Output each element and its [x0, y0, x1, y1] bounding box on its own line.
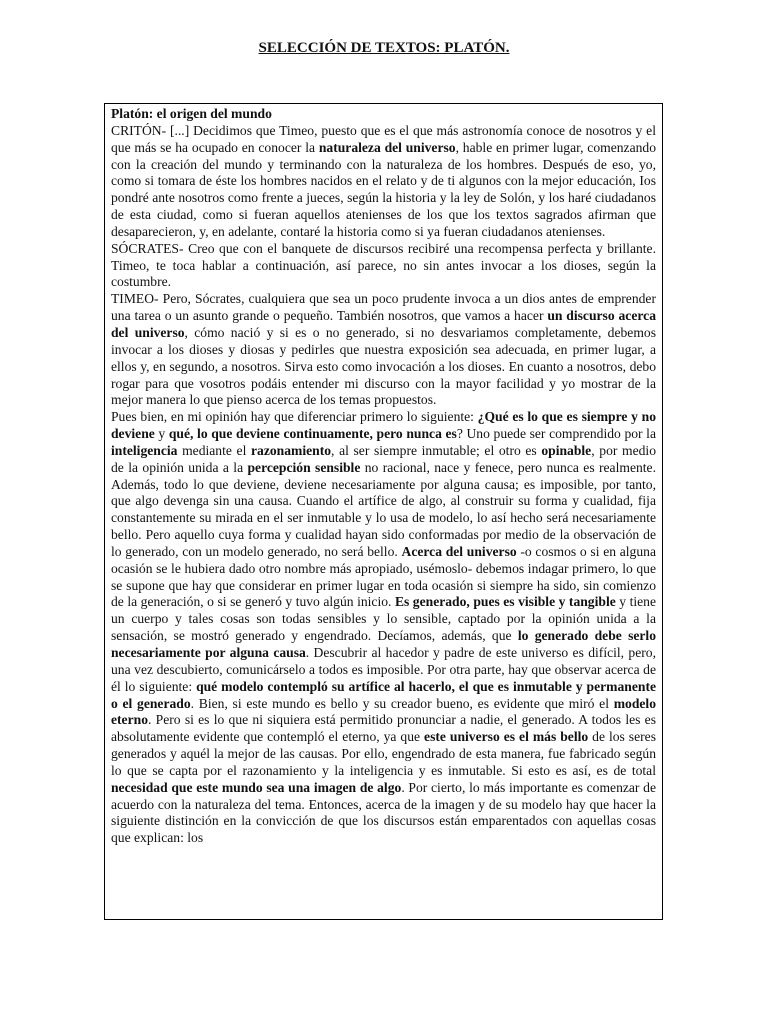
paragraph — [111, 291, 656, 409]
text-run: Pues bien, en mi opinión hay que diferenciar primero lo siguiente: — [111, 409, 478, 425]
bold-text: inteligencia — [111, 442, 178, 458]
bold-text: Acerca del universo — [401, 543, 517, 559]
document-title: SELECCIÓN DE TEXTOS: PLATÓN. — [258, 40, 510, 56]
text-run: , cómo nació y si es o no generado, si no desvariamos completamente, debemos invocar a los dioses y diosas y pedirles que nuestra exposición sea adecuada, en primer lugar, a ellos y, en segundo, a nosotros. Sirva esto como invocación a los dioses. En cuanto a nosotros, debo rogar para que vosotros podáis entender mi discurso con la mayor facilidad y yo mostrar de la mejor manera lo que pienso acerca de los temas propuestos. — [111, 324, 656, 408]
text-run: . Por cierto, lo más importante es comenzar de acuerdo con la naturaleza del tema. Entonces, acerca de la imagen y de su modelo hay que hacer la siguiente distinción en la convicción de que los discursos están emparentados con aquellas cosas que explican: los — [111, 779, 657, 846]
text-run: mediante el — [177, 442, 251, 458]
text-run: de los seres generados y aquél la mejor de las causas. Por ello, engendrado de esta manera, fue fabricado según lo que se capta por el razonamiento y la inteligencia y es inmutable. Si esto es así, es de total — [111, 729, 656, 778]
bold-text: ¿Qué es lo que es siempre y no deviene — [111, 409, 656, 442]
bold-text: un discurso acerca del universo — [111, 308, 656, 340]
text-run: y tiene un cuerpo y tales cosas son todas sensibles y lo sensible, captado por la opinión unida a la sensación, se mostró generado y engendrado. Decíamos, además, que — [111, 594, 656, 644]
text-run: -o cosmos o si en alguna ocasión se le hubiera dado otro nombre más apropiado, usémoslo- debemos indagar primero, lo que se supone que hay que considerar en primer lugar en toda ocasión si siempre ha sido, sin comienzo de la generación, o si se generó y tuvo algún inicio. — [111, 543, 656, 610]
text-run: , al ser siempre inmutable; el otro es — [331, 442, 542, 458]
bold-text: qué modelo contempló su artífice al hacerlo, el que es inmutable y permanente o el generado — [111, 678, 657, 711]
paragraph — [111, 241, 656, 292]
text-body — [111, 123, 656, 847]
text-run: SÓCRATES- Creo que con el banquete de discursos recibiré una recompensa perfecta y brillante. Timeo, te toca hablar a continuación, así parece, no sin antes invocar a los dioses, según la costumbre. — [111, 240, 656, 290]
text-run: CRITÓN- [...] Decidimos que Timeo, puesto que es el que más astronomía conoce de nosotros y el que más se ha ocupado en conocer la — [111, 122, 656, 155]
bold-text: naturaleza del universo — [318, 139, 456, 155]
paragraph — [111, 123, 656, 241]
bold-text: este universo es el más bello — [424, 729, 589, 745]
text-run: . Pero si es lo que ni siquiera está permitido pronunciar a nadie, el generado. A todos les es absolutamente evidente que contempló el eterno, ya que — [111, 712, 656, 745]
text-run: . Bien, si este mundo es bello y su creador bueno, es evidente que miró el — [190, 695, 614, 711]
text-run: y — [154, 426, 169, 442]
text-run: . Descubrir al hacedor y padre de este universo es difícil, pero, una vez descubierto, comunicárselo a todos es imposible. Por otra parte, hay que observar acerca de él lo siguiente: — [111, 645, 656, 694]
bold-text: razonamiento — [250, 442, 332, 458]
bold-text: Es generado, pues es visible y tangible — [394, 594, 616, 610]
bold-text: percepción sensible — [247, 459, 361, 475]
text-run: TIMEO- Pero, Sócrates, cualquiera que sea un poco prudente invoca a un dios antes de emprender una tarea o un asunto grande o pequeño. También nosotros, que vamos a hacer — [111, 291, 656, 324]
bold-text: modelo eterno — [111, 695, 656, 728]
paragraph — [111, 409, 656, 847]
text-run: no racional, nace y fenece, pero nunca es realmente. Además, todo lo que deviene, deviene necesariamente por alguna causa; es imposible, por tanto, que algo devenga sin una causa. Cuando el artífice de algo, al construir su forma y cualidad, fija constantemente su mirada en el ser inmutable y lo usa de modelo, lo así hecho será necesariamente bello. Pero aquello cuya forma y cualidad hayan sido conformadas por medio de la observación de lo generado, con un modelo generado, no será bello. — [111, 459, 656, 559]
bold-text: lo generado debe serlo necesariamente por alguna causa — [111, 628, 656, 660]
text-run: , por medio de la opinión unida a la — [111, 442, 656, 475]
text-run: , hable en primer lugar, comenzando con la creación del mundo y terminando con la naturaleza de los hombres. Después de eso, yo, como si tomara de éste los hombres nacidos en el relato y de ti algunos con la mejor educación, Ios pondré ante nosotros como frente a jueces, según la historia y la ley de Solón, y los haré ciudadanos de esta ciudad, como si fueran aquellos atenienses de los que los textos sagrados afirman que desaparecieron, y, en adelante, contaré la historia como si ya fueran ciudadanos atenienses. — [111, 139, 657, 239]
bold-text: necesidad que este mundo sea una imagen de algo — [111, 779, 402, 795]
bold-text: opinable — [541, 442, 592, 458]
text-run: ? Uno puede ser comprendido por la — [456, 426, 656, 442]
section-heading: Platón: el origen del mundo — [111, 106, 272, 121]
bold-text: qué, lo que deviene continuamente, pero nunca es — [168, 426, 457, 442]
text-box — [104, 103, 663, 920]
